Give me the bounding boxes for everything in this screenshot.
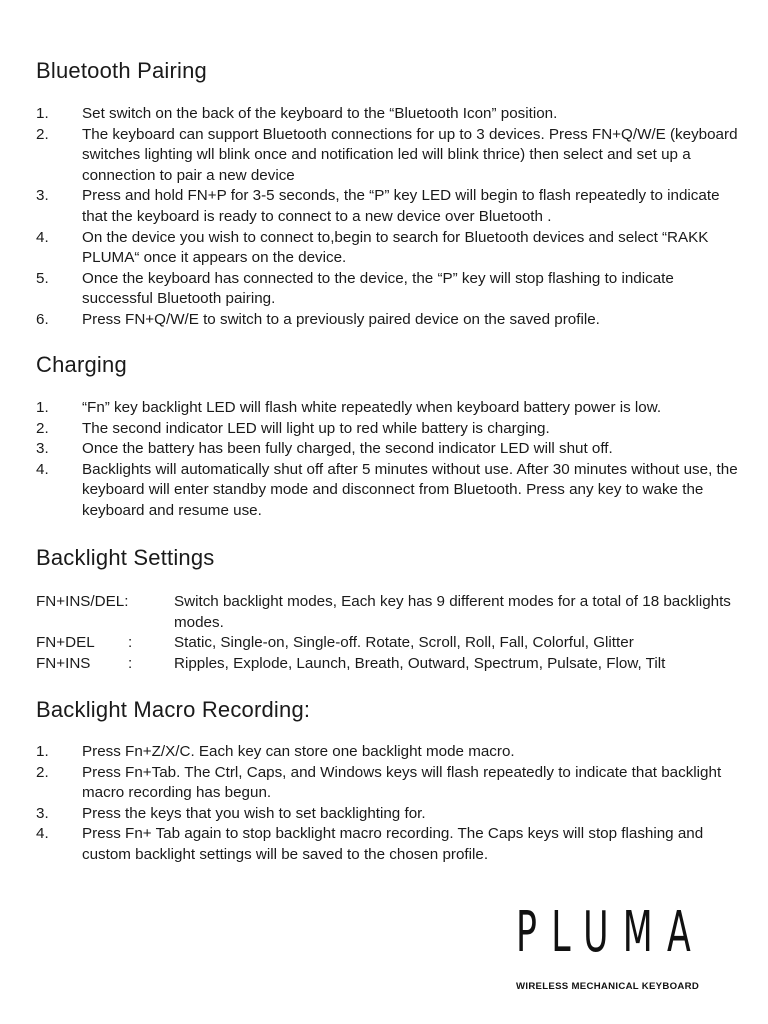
item-number: 2. <box>36 763 49 781</box>
item-number: 4. <box>36 825 49 843</box>
backlight-macro-list <box>36 742 746 866</box>
list-item <box>36 439 746 460</box>
shortcut-colon: : <box>128 634 133 652</box>
list-item <box>36 125 746 187</box>
backlight-settings-table <box>36 592 746 674</box>
shortcut-description: Switch backlight modes, Each key has 9 different modes for a total of 18 backlights modes. <box>174 593 731 631</box>
charging-list <box>36 398 746 522</box>
item-text: Backlights will automatically shut off after 5 minutes without use. After 30 minutes without use, the keyboard will enter standby mode and disconnect from Bluetooth. Press any key to wake the keyboard and resume use. <box>82 460 738 519</box>
pluma-logo <box>516 902 726 992</box>
logo-wordmark: PLUMA <box>516 900 705 965</box>
item-text: Press Fn+ Tab again to stop backlight macro recording. The Caps keys will stop flashing and custom backlight settings will be saved to the chosen profile. <box>82 825 704 863</box>
list-item <box>36 742 746 763</box>
item-number: 4. <box>36 460 49 478</box>
item-text: Press FN+Q/W/E to switch to a previously paired device on the saved profile. <box>82 310 600 328</box>
list-item <box>36 804 746 825</box>
item-number: 1. <box>36 105 49 122</box>
item-text: Once the keyboard has connected to the device, the “P” key will stop flashing to indicate successful Bluetooth pairing. <box>82 269 674 308</box>
item-text: Press the keys that you wish to set backlighting for. <box>82 804 426 822</box>
list-item <box>36 104 746 125</box>
item-number: 2. <box>36 125 49 143</box>
item-text: The keyboard can support Bluetooth connections for up to 3 devices. Press FN+Q/W/E (keyboard switches lighting wll blink once and notification led will blink thrice) then select and set up a connection to pair a new device <box>82 125 738 184</box>
settings-row <box>36 654 746 675</box>
shortcut-key: FN+INS/DEL: <box>36 593 129 610</box>
item-number: 1. <box>36 743 49 760</box>
bluetooth-pairing-heading: Bluetooth Pairing <box>36 58 207 83</box>
logo-tagline: WIRELESS MECHANICAL KEYBOARD <box>516 981 700 992</box>
shortcut-description: Static, Single-on, Single-off. Rotate, Scroll, Roll, Fall, Colorful, Glitter <box>174 634 634 652</box>
shortcut-colon: : <box>128 654 133 672</box>
list-item <box>36 460 746 522</box>
item-text: Press and hold FN+P for 3-5 seconds, the “P” key LED will begin to flash repeatedly to indicate that the keyboard is ready to connect to a new device over Bluetooth . <box>82 187 720 225</box>
list-item <box>36 228 746 269</box>
bluetooth-pairing-list <box>36 104 746 331</box>
settings-row <box>36 633 746 654</box>
item-number: 2. <box>36 419 49 437</box>
backlight-settings-heading: Backlight Settings <box>36 545 215 570</box>
item-number: 3. <box>36 440 49 458</box>
item-text: The second indicator LED will light up to red while battery is charging. <box>82 419 550 437</box>
item-text: Press Fn+Z/X/C. Each key can store one backlight mode macro. <box>82 743 515 760</box>
shortcut-colon <box>128 592 174 633</box>
list-item <box>36 419 746 440</box>
item-number: 3. <box>36 804 49 822</box>
shortcut-description: Ripples, Explode, Launch, Breath, Outward, Spectrum, Pulsate, Flow, Tilt <box>174 654 666 672</box>
list-item <box>36 269 746 310</box>
list-item <box>36 398 746 419</box>
item-text: On the device you wish to connect to,begin to search for Bluetooth devices and select “RAKK PLUMA“ once it appears on the device. <box>82 228 709 267</box>
charging-heading: Charging <box>36 352 127 377</box>
list-item <box>36 310 746 331</box>
list-item <box>36 186 746 227</box>
shortcut-key: FN+INS <box>36 654 91 672</box>
item-text: Set switch on the back of the keyboard to the “Bluetooth Icon” position. <box>82 105 558 122</box>
list-item <box>36 763 746 804</box>
item-text: “Fn” key backlight LED will flash white repeatedly when keyboard battery power is low. <box>82 399 662 416</box>
backlight-macro-heading: Backlight Macro Recording: <box>36 697 311 722</box>
item-number: 6. <box>36 310 49 328</box>
item-number: 5. <box>36 269 49 287</box>
item-text: Once the battery has been fully charged, the second indicator LED will shut off. <box>82 440 613 458</box>
list-item <box>36 824 746 865</box>
item-number: 4. <box>36 228 49 246</box>
shortcut-key: FN+DEL <box>36 634 95 652</box>
settings-row <box>36 592 746 633</box>
item-number: 3. <box>36 187 49 205</box>
item-text: Press Fn+Tab. The Ctrl, Caps, and Windows keys will flash repeatedly to indicate that backlight macro recording has begun. <box>82 763 722 802</box>
item-number: 1. <box>36 399 49 416</box>
